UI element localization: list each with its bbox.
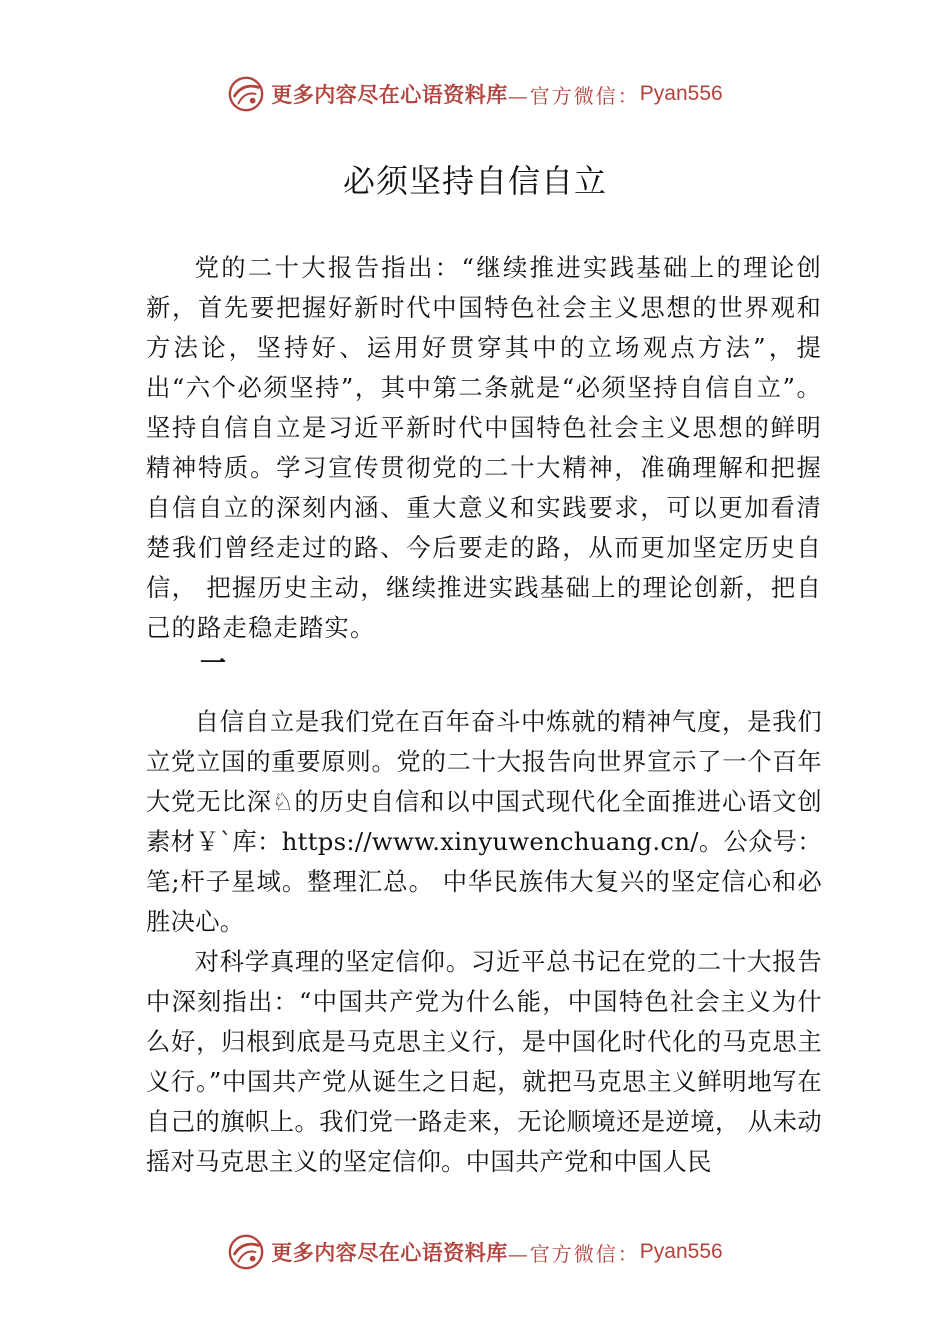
header-wechat-label: —官方微信： [507, 83, 640, 108]
header-wechat-id: Pyan556 [639, 82, 723, 105]
section-number: 一 [200, 649, 227, 679]
footer-wechat-label: —官方微信： [507, 1241, 640, 1266]
header-banner [0, 72, 950, 116]
intro-paragraph: 党的二十大报告指出：“继续推进实践基础上的理论创新，首先要把握好新时代中国特色社会主义思想的世界观和方法论，坚持好、运用好贯穿其中的立场观点方法”，提出“六个必须坚持”，其中第二条就是“必须坚持自信自立”。坚持自信自立是习近平新时代中国特色社会主义思想的鲜明精神特质。学习宣传贯彻党的二十大精神，准确理解和把握自信自立的深刻内涵、重大意义和实践要求，可以更加看清楚我们曾经走过的路、今后要走的路，从而更加坚定历史自信， 把握历史主动，继续推进实践基础上的理论创新，把自己的路走稳走踏实。 [146, 253, 822, 642]
footer-wechat-id: Pyan556 [639, 1240, 723, 1263]
header-slogan: 更多内容尽在心语资料库 [271, 82, 508, 107]
brand-logo-icon [227, 1233, 265, 1271]
body-paragraph: 对科学真理的坚定信仰。习近平总书记在党的二十大报告中深刻指出：“中国共产党为什么能，中国特色社会主义为什么好，归根到底是马克思主义行，是中国化时代化的马克思主义行。”中国共产党从诞生之日起，就把马克思主义鲜明地写在自己的旗帜上。我们党一路走来，无论顺境还是逆境， 从未动摇对马克思主义的坚定信仰。中国共产党和中国人民 [146, 947, 822, 1176]
body-paragraph: 自信自立是我们党在百年奋斗中炼就的精神气度，是我们立党立国的重要原则。党的二十大报告向世界宣示了一个百年大党无比深♘的历史自信和以中国式现代化全面推进心语文创素材￥`库：https://www.xinyuwenchuang.cn/。公众号：笔;杆子星域。整理汇总。 中华民族伟大复兴的坚定信心和必胜决心。 [146, 707, 822, 936]
brand-logo-icon [227, 75, 265, 113]
document-body [146, 248, 822, 1182]
footer-slogan: 更多内容尽在心语资料库 [271, 1240, 508, 1265]
footer-banner [0, 1230, 950, 1274]
document-title: 必须坚持自信自立 [342, 162, 607, 200]
